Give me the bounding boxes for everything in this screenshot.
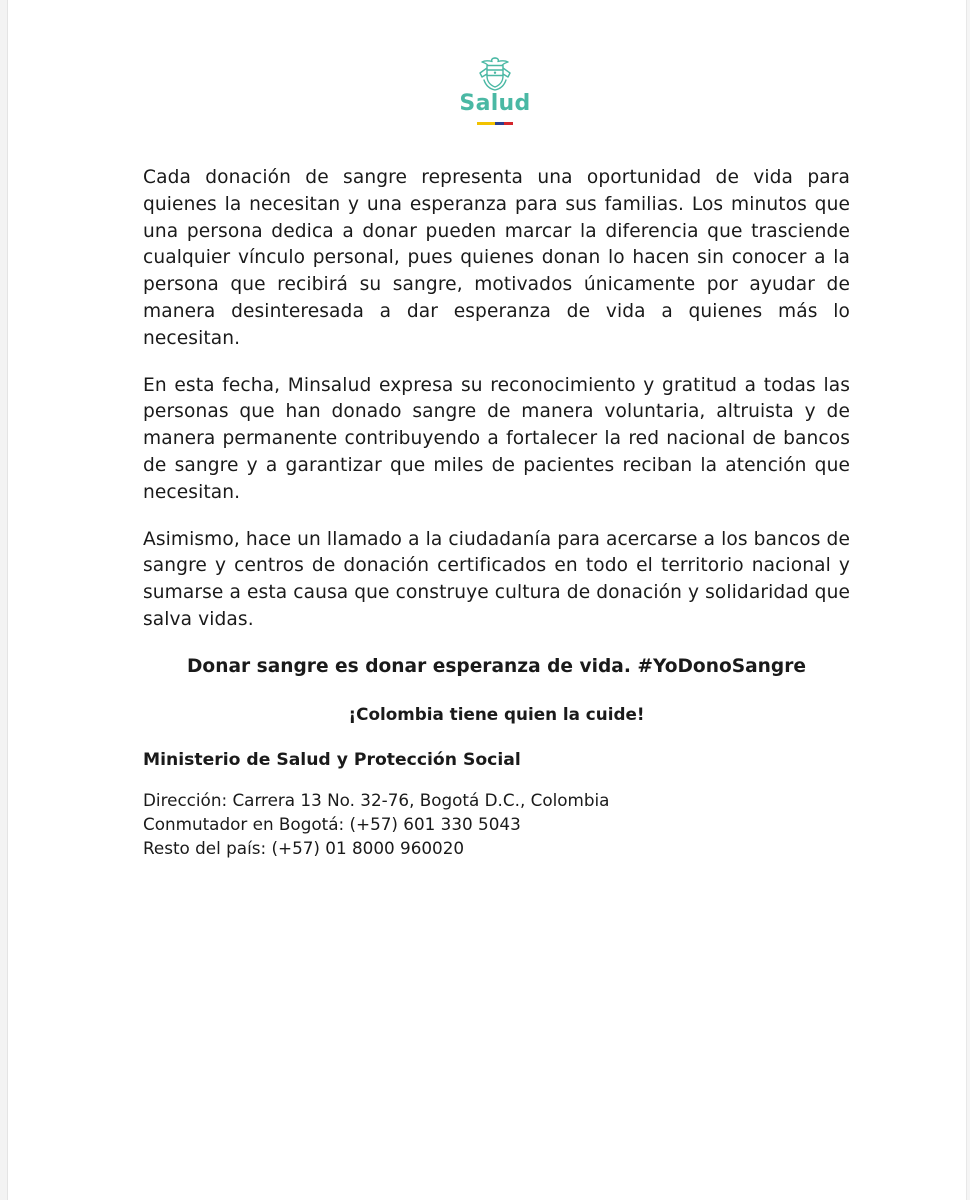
flag-yellow-stripe xyxy=(477,122,495,125)
paragraph-gratitude: En esta fecha, Minsalud expresa su reconocimiento y gratitud a todas las personas que han donado sangre de manera voluntaria, altruista y de manera permanente contribuyendo a fortalecer la red nacional de bancos de sangre y a garantizar que miles de pacientes reciban la atención que necesitan. xyxy=(143,374,850,503)
salud-logo xyxy=(455,56,535,140)
campaign-slogan: Donar sangre es donar esperanza de vida. #YoDonoSangre xyxy=(187,655,806,677)
contact-address: Dirección: Carrera 13 No. 32-76, Bogotá D.C., Colombia xyxy=(143,790,610,811)
paragraph-call-to-action: Asimismo, hace un llamado a la ciudadanía para acercarse a los bancos de sangre y centros de donación certificados en todo el territorio nacional y sumarse a esta causa que construye cultura de donación y solidaridad que salva vidas. xyxy=(143,528,850,630)
page-edge-left xyxy=(0,0,8,1200)
paragraph-donation-value: Cada donación de sangre representa una oportunidad de vida para quienes la necesitan y una esperanza para sus familias. Los minutos que una persona dedica a donar pueden marcar la diferencia que trasciende cualquier vínculo personal, pues quienes donan lo hacen sin conocer a la persona que recibirá su sangre, motivados únicamente por ayudar de manera desinteresada a dar esperanza de vida a quienes más lo necesitan. xyxy=(143,167,850,349)
ministry-name: Ministerio de Salud y Protección Social xyxy=(143,750,521,771)
flag-color-bar xyxy=(477,122,513,125)
document-body xyxy=(143,165,850,860)
government-motto: ¡Colombia tiene quien la cuide! xyxy=(348,703,645,724)
coat-of-arms-icon xyxy=(475,56,515,92)
contact-switchboard: Conmutador en Bogotá: (+57) 601 330 5043 xyxy=(143,814,521,835)
flag-blue-stripe xyxy=(495,122,504,125)
page-edge-right xyxy=(966,0,970,1200)
logo-text: Salud xyxy=(459,91,531,116)
contact-national: Resto del país: (+57) 01 8000 960020 xyxy=(143,838,465,859)
flag-red-stripe xyxy=(504,122,513,125)
